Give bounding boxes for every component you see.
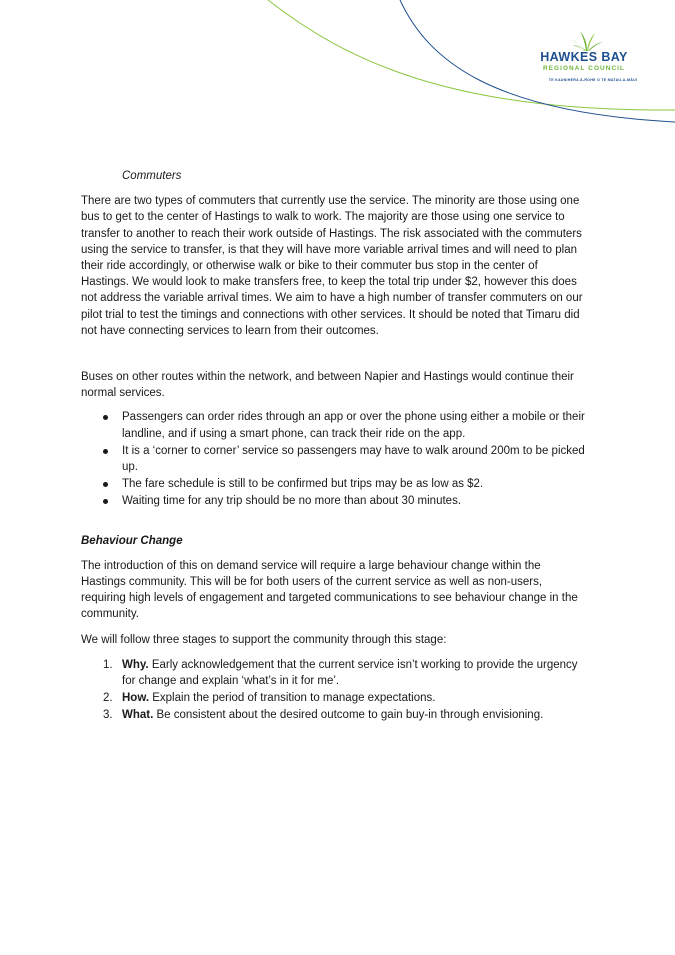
stage-text: Explain the period of transition to manage expectations. <box>149 692 436 705</box>
list-item <box>81 409 587 441</box>
logo-maori-name: TE KAUNIHERA Ā-ROHE O TE MATAU-A-MĀUI <box>548 78 638 82</box>
list-item <box>81 707 587 723</box>
list-item <box>81 476 587 492</box>
stage-label: What. <box>122 709 154 722</box>
list-number: 1. <box>103 658 113 671</box>
stage-label: How. <box>122 692 150 705</box>
service-bullet-list <box>81 409 587 509</box>
council-logo <box>528 30 648 90</box>
list-number: 3. <box>103 709 113 722</box>
logo-name: HAWKES BAY <box>540 50 628 64</box>
leaf-mark-icon <box>566 30 606 52</box>
list-item <box>81 690 587 706</box>
paragraph-other-routes: Buses on other routes within the network, and between Napier and Hastings would continue their normal services. <box>81 371 574 400</box>
stages-numbered-list <box>81 657 587 724</box>
logo-subtitle: REGIONAL COUNCIL <box>542 65 626 72</box>
stage-text: Early acknowledgement that the current service isn’t working to provide the urgency for change and explain ‘what’s in it for me’. <box>122 658 578 688</box>
list-item <box>81 493 587 509</box>
bullet-icon <box>103 499 108 504</box>
stage-label: Why. <box>122 658 149 671</box>
document-body <box>81 168 587 725</box>
stage-text: Be consistent about the desired outcome to gain buy-in through envisioning. <box>153 709 544 722</box>
list-item-text: The fare schedule is still to be confirmed but trips may be as low as $2. <box>122 478 484 491</box>
bullet-icon <box>103 415 108 420</box>
bullet-icon <box>103 449 108 454</box>
list-item <box>81 657 587 689</box>
paragraph-behaviour-intro: The introduction of this on demand service will require a large behaviour change within the Hastings community. This will be for both users of the current service as well as non-users, requiring high levels of engagement and targeted communications to see behaviour change in the community. <box>81 559 578 621</box>
heading-behaviour-change: Behaviour Change <box>81 534 183 547</box>
list-item <box>81 443 587 475</box>
list-item-text: Waiting time for any trip should be no more than about 30 minutes. <box>122 495 462 508</box>
bullet-icon <box>103 482 108 487</box>
list-item-text: It is a ‘corner to corner’ service so passengers may have to walk around 200m to be picked up. <box>122 444 585 474</box>
list-item-text: Passengers can order rides through an app or over the phone using either a mobile or their landline, and if using a smart phone, can track their ride on the app. <box>122 411 585 440</box>
list-number: 2. <box>103 692 113 705</box>
heading-commuters: Commuters <box>122 170 182 182</box>
paragraph-commuters: There are two types of commuters that currently use the service. The minority are those using one bus to get to the center of Hastings to walk to work. The majority are those using one service to transfer to another to reach their work outside of Hastings. The risk associated with the commuters using the service to transfer, is that they will have more variable arrival times and will need to plan their ride accordingly, or otherwise walk or bike to their commuter bus stop in the center of Hastings. We would look to make transfers free, to keep the total trip under $2, however this does not address the variable arrival times. We aim to have a high number of transfer commuters on our pilot trial to test the timings and connections with other services. It should be noted that Timaru did not have connecting services to learn from their outcomes. <box>81 195 583 337</box>
paragraph-three-stages: We will follow three stages to support the community through this stage: <box>81 633 447 646</box>
